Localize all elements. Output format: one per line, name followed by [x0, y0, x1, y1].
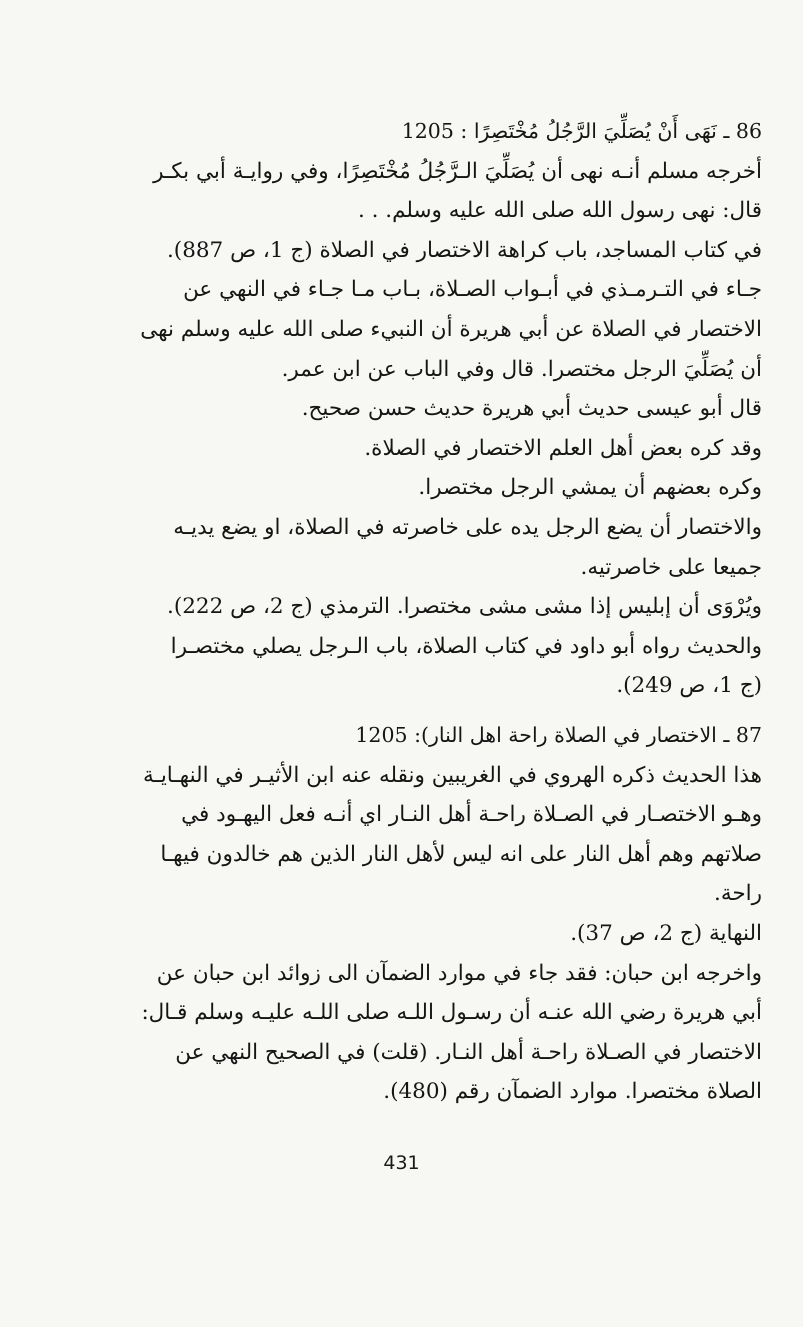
page-number: 431: [383, 1152, 420, 1174]
text-line: قال: نهى رسول الله صلى الله عليه وسلم. . .: [357, 198, 762, 224]
text-line: أخرجه مسلم أنـه نهى أن يُصَلِّيَ الـرَّجُلُ مُخْتَصِرًا، وفي روايـة أبي بكـر: [153, 158, 762, 184]
text-line: وقد كره بعض أهل العلم الاختصار في الصلاة.: [364, 435, 762, 461]
text-line: (ج 1، ص 249).: [616, 673, 762, 699]
text-line: جميعا على خاصرتيه.: [580, 554, 762, 580]
text-line: صلاتهم وهم أهل النار على انه ليس لأهل النار الذين هم خالدون فيهـا: [160, 841, 762, 867]
text-line: النهاية (ج 2، ص 37).: [570, 920, 762, 946]
text-line: الاختصار في الصـلاة راحـة أهل النـار. (قلت) في الصحيح النهي عن: [175, 1039, 762, 1065]
text-line: الاختصار في الصلاة عن أبي هريرة أن النبيء صلى الله عليه وسلم نهى: [140, 316, 762, 342]
text-line: ويُرْوَى أن إبليس إذا مشى مشى مختصرا. الترمذي (ج 2، ص 222).: [167, 594, 762, 620]
note-86: [100, 112, 762, 706]
text-line: جـاء في التـرمـذي في أبـواب الصـلاة، بـاب مـا جـاء في النهي عن: [183, 277, 762, 303]
text-line: والاختصار أن يضع الرجل يده على خاصرته في الصلاة، او يضع يديـه: [173, 514, 762, 540]
text-line: أبي هريرة رضي الله عنـه أن رسـول اللـه صلى اللـه عليـه وسلم قـال:: [141, 1000, 762, 1026]
text-line: الصلاة مختصرا. موارد الضمآن رقم (480).: [383, 1079, 762, 1105]
text-line: في كتاب المساجد، باب كراهة الاختصار في الصلاة (ج 1، ص 887).: [166, 237, 762, 263]
text-line: وهـو الاختصـار في الصـلاة راحـة أهل النـار اي أنـه فعل اليهـود في: [181, 802, 762, 828]
text-line: قال أبو عيسى حديث أبي هريرة حديث حسن صحيح.: [301, 396, 762, 422]
note-87-heading: 87 ـ الاختصار في الصلاة راحة اهل النار): 1205: [355, 723, 762, 747]
text-line: واخرجه ابن حبان: فقد جاء في موارد الضمآن الى زوائد ابن حبان عن: [156, 960, 762, 986]
text-line: والحديث رواه أبو داود في كتاب الصلاة، باب الـرجل يصلي مختصـرا: [170, 633, 762, 659]
text-line: هذا الحديث ذكره الهروي في الغريبين ونقله عنه ابن الأثيـر في النهـايـة: [143, 762, 762, 788]
text-line: وكره بعضهم أن يمشي الرجل مختصرا.: [418, 475, 762, 501]
text-line: راحة.: [713, 881, 762, 907]
text-line: أن يُصَلِّيَ الرجل مختصرا. قال وفي الباب عن ابن عمر.: [281, 356, 762, 382]
note-86-heading: 86 ـ نَهَى أَنْ يُصَلِّيَ الرَّجُلُ مُخْتَصِرًا : 1205: [401, 119, 762, 143]
note-87: [100, 716, 762, 1112]
